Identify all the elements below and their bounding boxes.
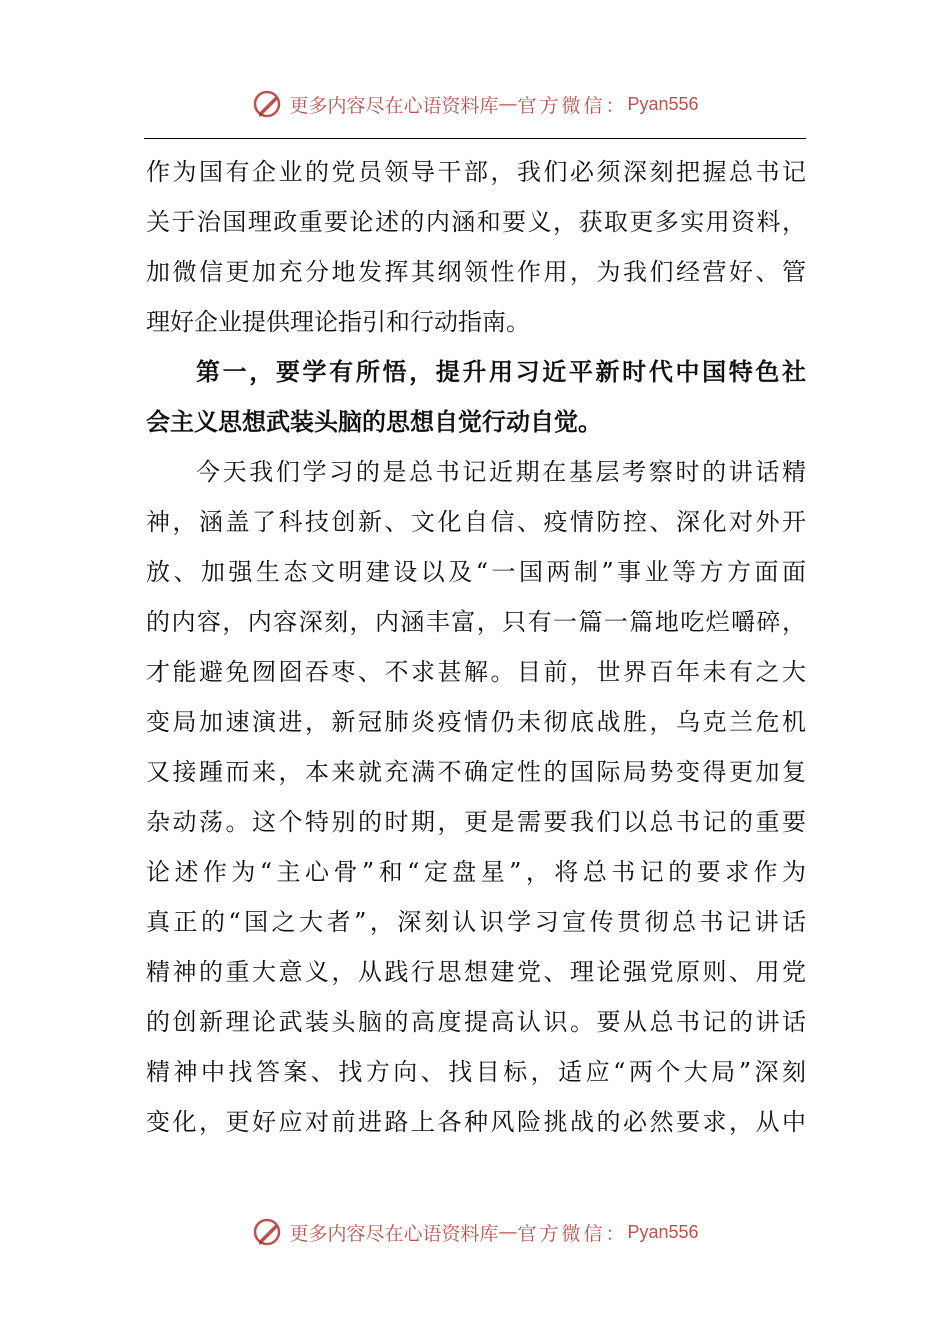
text-line: 今天我们学习的是总书记近期在基层考察时的讲话精: [196, 458, 806, 486]
text-line: 理好企业提供理论指引和行动指南。: [146, 308, 530, 336]
banner-wechat-label: 官方微信：: [517, 1222, 628, 1245]
text-line: 放、加强生态文明建设以及“一国两制”事业等方方面面: [146, 558, 806, 586]
text-line: 论述作为“主心骨”和“定盘星”，将总书记的要求作为: [146, 858, 806, 886]
banner-title: 更多内容尽在心语资料库: [289, 1222, 499, 1245]
text-line: 真正的“国之大者”，深刻认识学习宣传贯彻总书记讲话: [146, 908, 806, 936]
text-line: 变化，更好应对前进路上各种风险挑战的必然要求，从中: [146, 1108, 806, 1136]
text-line: 神，涵盖了科技创新、文化自信、疫情防控、深化对外开: [146, 508, 806, 536]
text-line: 加微信更加充分地发挥其纲领性作用，为我们经营好、管: [146, 258, 806, 286]
text-line: 的创新理论武装头脑的高度提高认识。要从总书记的讲话: [146, 1008, 806, 1036]
document-body: [146, 147, 806, 1147]
text-line: 的内容，内容深刻，内涵丰富，只有一篇一篇地吃烂嚼碎，: [146, 608, 806, 636]
text-line: 变局加速演进，新冠肺炎疫情仍未彻底战胜，乌克兰危机: [146, 708, 806, 736]
text-line: 才能避免囫囵吞枣、不求甚解。目前，世界百年未有之大: [146, 658, 806, 686]
pen-logo-icon: [251, 1215, 285, 1249]
header-banner: [0, 82, 950, 126]
text-line: 杂动荡。这个特别的时期，更是需要我们以总书记的重要: [146, 808, 806, 836]
pen-logo-icon: [251, 87, 285, 121]
banner-wechat-id: Pyan556: [627, 93, 699, 114]
text-line: 作为国有企业的党员领导干部，我们必须深刻把握总书记: [146, 158, 806, 186]
banner-dash: —: [498, 1221, 518, 1243]
text-line: 精神的重大意义，从践行思想建党、理论强党原则、用党: [146, 958, 806, 986]
banner-wechat-label: 官方微信：: [517, 94, 628, 117]
section-heading: 第一，要学有所悟，提升用习近平新时代中国特色社: [196, 358, 806, 386]
banner-wechat-id: Pyan556: [627, 1221, 699, 1242]
text-line: 关于治国理政重要论述的内涵和要义，获取更多实用资料，: [146, 208, 806, 236]
text-line: 精神中找答案、找方向、找目标，适应“两个大局”深刻: [146, 1058, 806, 1086]
header-rule: [144, 138, 806, 139]
banner-dash: —: [498, 93, 518, 115]
text-line: 又接踵而来，本来就充满不确定性的国际局势变得更加复: [146, 758, 806, 786]
banner-title: 更多内容尽在心语资料库: [289, 94, 499, 117]
footer-banner: [0, 1210, 950, 1254]
section-heading: 会主义思想武装头脑的思想自觉行动自觉。: [146, 408, 602, 436]
